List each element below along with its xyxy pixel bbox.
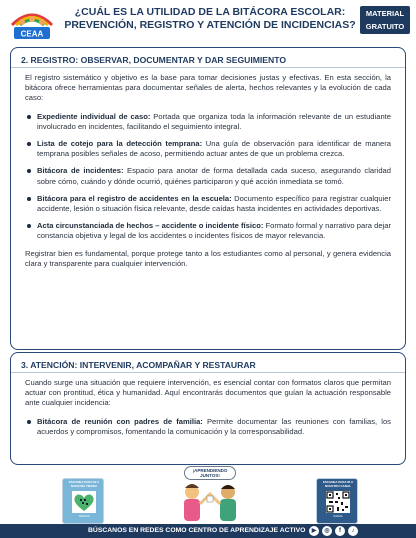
bottom-bar (0, 524, 416, 538)
speech-bubble: ¡APRENDIENDO JUNTOS! (184, 466, 236, 480)
youtube-icon[interactable]: ▶ (309, 526, 319, 536)
list-item: Bitácora de reunión con padres de familia: Permite documentar las reuniones con familias, los acuerdos y compromisos, fomentando la comunicación y la corresponsabilidad. (25, 417, 391, 437)
social-caption: BÚSCANOS EN REDES COMO CENTRO DE APRENDIZAJE ACTIVO (88, 527, 306, 534)
section-title: 2. REGISTRO: OBSERVAR, DOCUMENTAR Y DAR SEGUIMIENTO (11, 48, 405, 68)
section-atencion (10, 352, 406, 465)
students-illustration (160, 466, 260, 526)
list-item: Bitácora de incidentes: Espacio para anotar de forma detallada cada suceso, asegurando claridad sobre cómo, cuándo y dónde ocurrió, quiénes participaron y qué acción inmediata se tomó. (25, 166, 391, 186)
list-item: Bitácora para el registro de accidentes en la escuela: Documento específico para registrar cualquier accidente, lesión o situación física relevante, desde caídas hasta incidentes en actividades deportivas. (25, 194, 391, 214)
tiktok-icon[interactable]: ♪ (348, 526, 358, 536)
instagram-icon[interactable]: ◎ (322, 526, 332, 536)
section-intro: El registro sistemático y objetivo es la base para tomar decisiones justas y efectivas. En esta sección, la bitácora ofrece herramientas para documentar señales de alerta, hechos relevantes y la evolución de cada caso: (25, 73, 391, 103)
section-registro (10, 47, 406, 350)
section-closing: Registrar bien es fundamental, porque protege tanto a los estudiantes como al personal, y genera evidencia clara y transparente para cualquier intervención. (25, 248, 391, 268)
qr-code-icon (72, 491, 96, 513)
social-links (309, 526, 358, 536)
store-qr-card[interactable]: ESCANEA PARA IR A NUESTRA TIENDA TIENDA (62, 478, 104, 524)
channel-qr-card[interactable]: ESCANEA PARA IR A NUESTRO CANAL CANAL (316, 478, 358, 524)
section-intro: Cuando surge una situación que requiere intervención, es esencial contar con formatos claros que permitan actuar con prontitud, ética y humanidad. Aquí encontrarás documentos que guían la actuación responsable ante cualquier incidencia: (25, 378, 391, 408)
list-item: Lista de cotejo para la detección temprana: Una guía de observación para identificar de manera temprana posibles señales de acoso, permitiendo actuar antes de que un problema crezca. (25, 139, 391, 159)
list-item: Acta circunstanciada de hechos – accidente o incidente físico: Formato formal y narrativo para dejar constancia objetiva y legal de los accidentes o incidentes físicos de mayor relevancia. (25, 221, 391, 241)
list-item: Expediente individual de caso: Portada que organiza toda la información relevante de un estudiante involucrado en incidentes, facilitando el seguimiento integral. (25, 112, 391, 132)
logo-text: CEAA (20, 29, 44, 39)
page-title: ¿CUÁL ES LA UTILIDAD DE LA BITÁCORA ESCOLAR: PREVENCIÓN, REGISTRO Y ATENCIÓN DE INCIDENCIAS? (64, 6, 356, 31)
facebook-icon[interactable]: f (335, 526, 345, 536)
qr-code-icon (326, 491, 350, 513)
ceaa-logo (8, 3, 56, 41)
section-title: 3. ATENCIÓN: INTERVENIR, ACOMPAÑAR Y RESTAURAR (11, 353, 405, 373)
header (0, 0, 416, 44)
free-material-badge: MATERIAL GRATUITO (360, 6, 410, 34)
